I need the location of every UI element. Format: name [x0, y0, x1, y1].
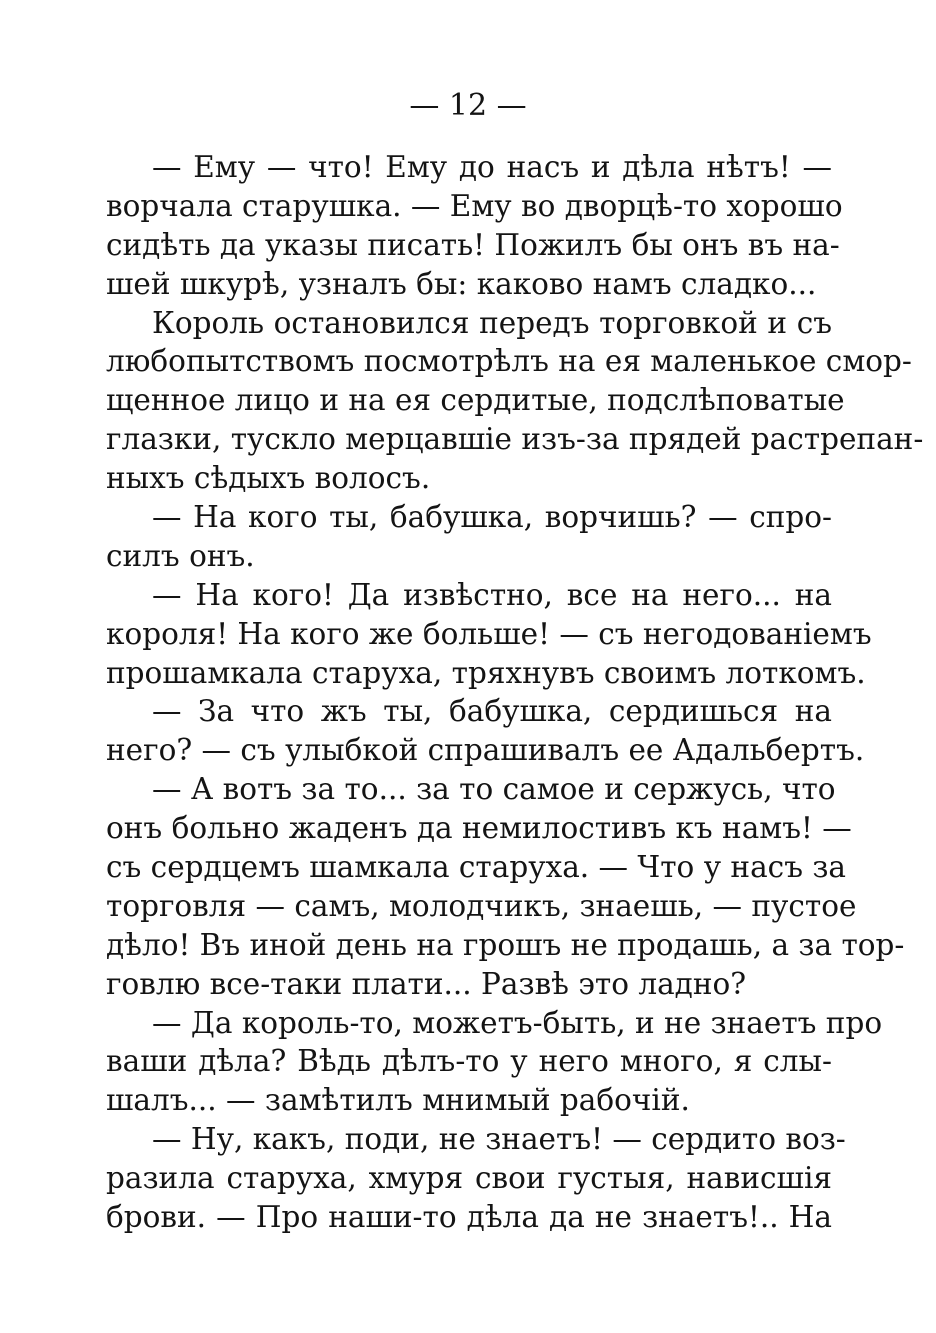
text-line: шалъ... — замѣтилъ мнимый рабочій.	[106, 1083, 690, 1118]
text-line: — А вотъ за то... за то самое и сержусь, что	[152, 772, 836, 807]
text-line: торговля — самъ, молодчикъ, знаешь, — пустое	[106, 888, 857, 923]
text-line: шей шкурѣ, узналъ бы: каково намъ сладко...	[106, 266, 817, 301]
text-line: — Да король-то, можетъ-быть, и не знаетъ про	[152, 1005, 883, 1040]
text-line: дѣло! Въ иной день на грошъ не продашь, а за тор-	[106, 927, 905, 962]
text-line: съ сердцемъ шамкала старуха. — Что у насъ за	[106, 850, 847, 885]
text-line: ныхъ сѣдыхъ волосъ.	[106, 461, 431, 496]
text-line: силъ онъ.	[106, 538, 255, 573]
text-line: — Ему — что! Ему до насъ и дѣла нѣтъ! —	[152, 150, 832, 184]
text-line: — Ну, какъ, поди, не знаетъ! — сердито воз-	[152, 1122, 846, 1157]
text-line: него? — съ улыбкой спрашивалъ ее Адальбертъ.	[106, 733, 865, 768]
text-line: — На кого! Да извѣстно, все на него... на	[152, 577, 832, 612]
text-line: Король остановился передъ торговкой и съ	[152, 305, 832, 340]
text-line: ваши дѣла? Вѣдь дѣлъ-то у него много, я слы-	[106, 1044, 832, 1079]
text-line: онъ больно жаденъ да немилостивъ къ намъ! —	[106, 811, 852, 846]
text-line: глазки, тускло мерцавшіе изъ-за прядей растрепан-	[106, 422, 924, 457]
page-body-text	[106, 148, 924, 1237]
page-number: — 12 —	[409, 88, 527, 123]
text-line: говлю все-таки плати... Развѣ это ладно?	[106, 966, 747, 1001]
text-line: короля! На кого же больше! — съ негодованіемъ	[106, 616, 872, 651]
text-line: ворчала старушка. — Ему во дворцѣ-то хорошо	[106, 188, 843, 223]
text-line: брови. — Про наши-то дѣла да не знаетъ!.. На	[106, 1200, 832, 1235]
text-line: любопытствомъ посмотрѣлъ на ея маленькое смор-	[106, 344, 912, 379]
text-line: прошамкала старуха, тряхнувъ своимъ лоткомъ.	[106, 655, 866, 690]
text-line: — На кого ты, бабушка, ворчишь? — спро-	[152, 500, 832, 535]
text-line: — За что жъ ты, бабушка, сердишься на	[152, 694, 832, 729]
text-line: щенное лицо и на ея сердитые, подслѣповатые	[106, 383, 845, 418]
text-line: разила старуха, хмуря свои густыя, нависшія	[106, 1161, 832, 1196]
text-line: сидѣть да указы писать! Пожилъ бы онъ въ на-	[106, 227, 840, 262]
